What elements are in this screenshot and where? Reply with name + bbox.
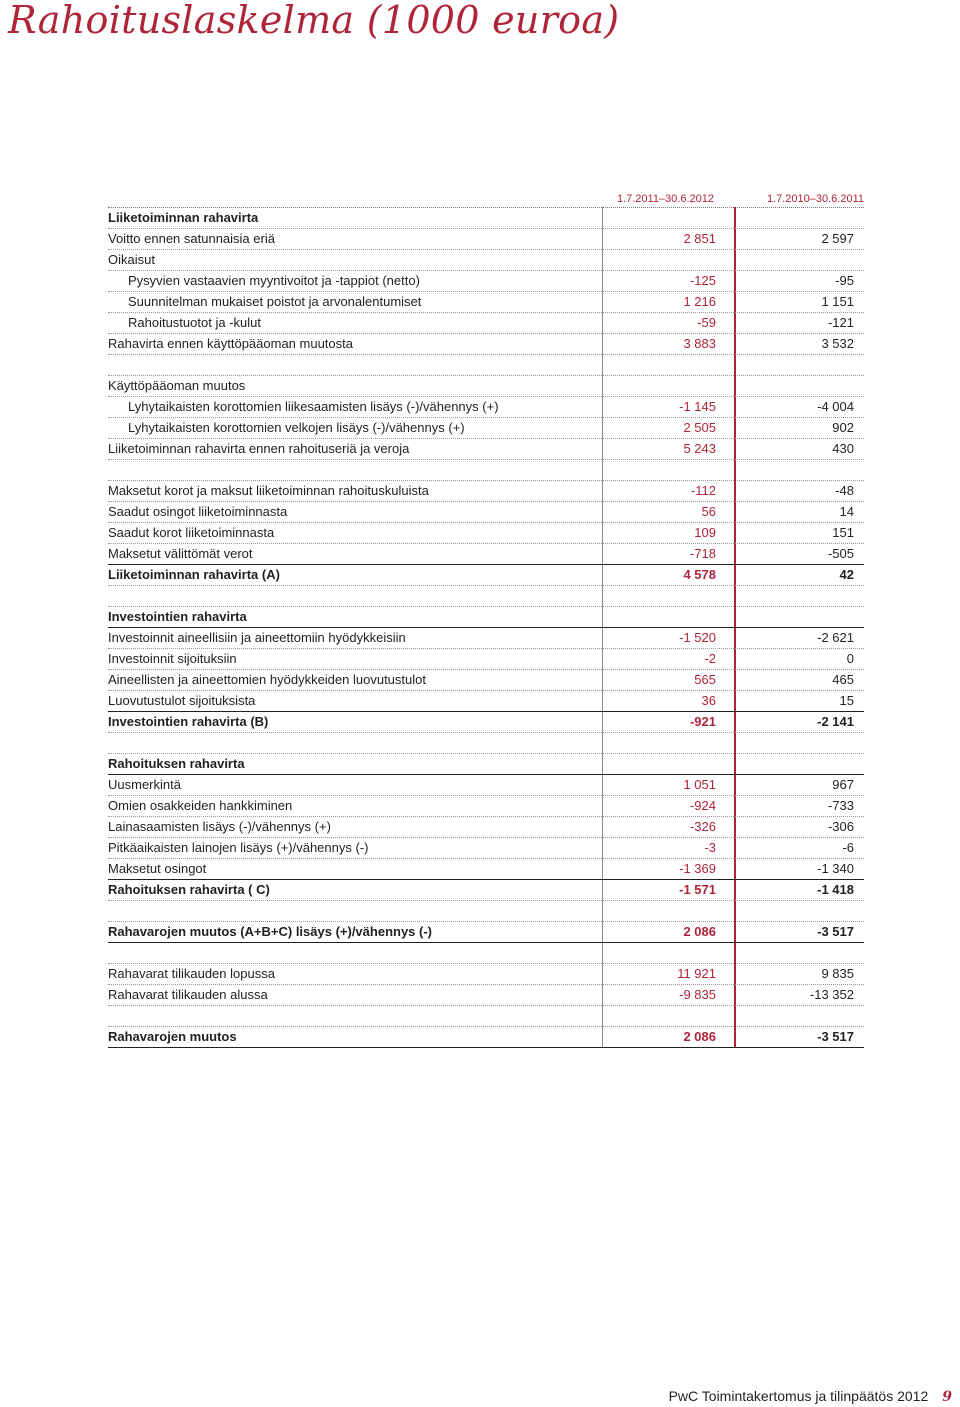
value-previous-period: -2 621 <box>817 630 854 645</box>
value-current-period: -1 145 <box>679 399 716 414</box>
table-row <box>108 292 864 313</box>
value-previous-period: -48 <box>835 483 854 498</box>
value-previous-period: -95 <box>835 273 854 288</box>
value-current-period: 2 851 <box>683 231 716 246</box>
value-previous-period: -733 <box>827 798 854 813</box>
value-current-period: 11 921 <box>677 966 716 981</box>
column-header-previous: 1.7.2010–30.6.2011 <box>766 193 864 205</box>
value-previous-period: 3 532 <box>821 336 854 351</box>
section-heading <box>108 607 864 628</box>
table-row <box>108 796 864 817</box>
row-label: Maksetut osingot <box>108 861 207 876</box>
table-row <box>108 565 864 586</box>
value-current-period: -3 <box>704 840 716 855</box>
value-current-period: -112 <box>690 483 716 498</box>
value-previous-period: -306 <box>827 819 854 834</box>
value-previous-period: -3 517 <box>817 1029 854 1044</box>
value-current-period: 1 216 <box>683 294 716 309</box>
table-row <box>108 502 864 523</box>
row-label: Rahoituksen rahavirta <box>108 756 245 771</box>
value-previous-period: -1 418 <box>817 882 854 897</box>
value-previous-period: 42 <box>839 567 854 582</box>
table-row <box>108 418 864 439</box>
table-row <box>108 250 864 271</box>
value-current-period: 565 <box>694 672 716 687</box>
value-previous-period: 14 <box>839 504 854 519</box>
value-current-period: -9 835 <box>679 987 716 1002</box>
spacer-row <box>108 733 864 754</box>
value-current-period: -326 <box>689 819 716 834</box>
row-label: Voitto ennen satunnaisia eriä <box>108 231 275 246</box>
row-label: Rahavarojen muutos <box>108 1029 237 1044</box>
value-current-period: -2 <box>704 651 716 666</box>
table-row <box>108 481 864 502</box>
section-heading <box>108 754 864 775</box>
value-current-period: 2 086 <box>683 1029 716 1044</box>
table-row <box>108 649 864 670</box>
value-previous-period: 465 <box>832 672 854 687</box>
row-label: Omien osakkeiden hankkiminen <box>108 798 293 813</box>
spacer-row <box>108 460 864 481</box>
value-previous-period: 9 835 <box>821 966 854 981</box>
value-previous-period: -13 352 <box>809 987 854 1002</box>
table-body <box>108 208 864 1048</box>
row-label: Rahavarat tilikauden lopussa <box>108 966 275 981</box>
value-previous-period: -3 517 <box>817 924 854 939</box>
value-previous-period: 967 <box>832 777 854 792</box>
row-label: Suunnitelman mukaiset poistot ja arvonalentumiset <box>128 294 422 309</box>
page-number: 9 <box>942 1389 952 1405</box>
value-previous-period: 430 <box>832 441 854 456</box>
value-current-period <box>602 208 722 228</box>
table-row <box>108 859 864 880</box>
row-label: Lyhytaikaisten korottomien velkojen lisäys (-)/vähennys (+) <box>128 420 465 435</box>
value-previous-period: -4 004 <box>817 399 854 414</box>
table-row <box>108 334 864 355</box>
row-label: Rahoitustuotot ja -kulut <box>128 315 261 330</box>
value-current-period: -1 571 <box>679 882 716 897</box>
table-row <box>108 985 864 1006</box>
value-previous-period: -121 <box>827 315 854 330</box>
value-current-period: -1 520 <box>679 630 716 645</box>
table-row <box>108 1027 864 1048</box>
value-current-period: -718 <box>689 546 716 561</box>
value-previous-period: -1 340 <box>817 861 854 876</box>
table-row <box>108 964 864 985</box>
value-current-period: 2 505 <box>683 420 716 435</box>
value-previous-period: -6 <box>842 840 854 855</box>
value-previous-period: 902 <box>832 420 854 435</box>
table-row <box>108 313 864 334</box>
row-label: Lyhytaikaisten korottomien liikesaamisten lisäys (-)/vähennys (+) <box>128 399 499 414</box>
value-previous-period: 0 <box>846 651 854 666</box>
row-label: Aineellisten ja aineettomien hyödykkeiden luovutustulot <box>108 672 426 687</box>
spacer-row <box>108 1006 864 1027</box>
footer-text: PwC Toimintakertomus ja tilinpäätös 2012 <box>668 1388 929 1404</box>
row-label: Rahavirta ennen käyttöpääoman muutosta <box>108 336 353 351</box>
table-row <box>108 544 864 565</box>
value-current-period <box>602 250 722 270</box>
page-title: Rahoituslaskelma (1000 euroa) <box>8 0 620 42</box>
value-current-period: 36 <box>701 693 716 708</box>
table-row <box>108 271 864 292</box>
spacer-row <box>108 586 864 607</box>
value-current-period: 2 086 <box>683 924 716 939</box>
value-current-period: 109 <box>694 525 716 540</box>
value-previous-period: 2 597 <box>821 231 854 246</box>
row-label: Käyttöpääoman muutos <box>108 378 246 393</box>
page-footer <box>669 1388 952 1405</box>
table-row <box>108 817 864 838</box>
row-label: Investoinnit aineellisiin ja aineettomiin hyödykkeisiin <box>108 630 406 645</box>
row-label: Luovutustulot sijoituksista <box>108 693 256 708</box>
table-row <box>108 880 864 901</box>
value-current-period: -921 <box>689 714 716 729</box>
value-current-period <box>602 376 722 396</box>
value-previous-period: -2 141 <box>817 714 854 729</box>
column-header-current: 1.7.2011–30.6.2012 <box>616 193 714 205</box>
row-label: Lainasaamisten lisäys (-)/vähennys (+) <box>108 819 331 834</box>
table-row <box>108 397 864 418</box>
table-row <box>108 523 864 544</box>
value-previous-period <box>722 754 864 774</box>
value-current-period: 5 243 <box>683 441 716 456</box>
row-label: Rahoituksen rahavirta ( C) <box>108 882 270 897</box>
row-label: Pitkäaikaisten lainojen lisäys (+)/vähennys (-) <box>108 840 369 855</box>
value-previous-period <box>722 250 864 270</box>
value-current-period <box>602 607 722 627</box>
row-label: Saadut osingot liiketoiminnasta <box>108 504 288 519</box>
table-row <box>108 691 864 712</box>
spacer-row <box>108 355 864 376</box>
value-previous-period: -505 <box>827 546 854 561</box>
value-current-period: 4 578 <box>683 567 716 582</box>
row-label: Rahavarat tilikauden alussa <box>108 987 268 1002</box>
table-row <box>108 376 864 397</box>
row-label: Uusmerkintä <box>108 777 181 792</box>
value-previous-period <box>722 607 864 627</box>
table-row <box>108 775 864 796</box>
value-previous-period <box>722 208 864 228</box>
table-row <box>108 712 864 733</box>
value-current-period: 56 <box>701 504 716 519</box>
spacer-row <box>108 901 864 922</box>
table-row <box>108 229 864 250</box>
row-label: Investointien rahavirta (B) <box>108 714 269 729</box>
row-label: Investoinnit sijoituksiin <box>108 651 237 666</box>
row-label: Liiketoiminnan rahavirta (A) <box>108 567 280 582</box>
value-current-period: 3 883 <box>683 336 716 351</box>
row-label: Oikaisut <box>108 252 155 267</box>
value-previous-period: 1 151 <box>821 294 854 309</box>
row-label: Pysyvien vastaavien myyntivoitot ja -tappiot (netto) <box>128 273 420 288</box>
row-label: Liiketoiminnan rahavirta <box>108 210 259 225</box>
spacer-row <box>108 943 864 964</box>
value-current-period: -1 369 <box>679 861 716 876</box>
value-previous-period <box>722 376 864 396</box>
table-row <box>108 628 864 649</box>
table-row <box>108 670 864 691</box>
value-current-period: 1 051 <box>683 777 716 792</box>
row-label: Saadut korot liiketoiminnasta <box>108 525 275 540</box>
value-current-period: -59 <box>697 315 716 330</box>
cash-flow-table <box>108 183 864 1048</box>
value-previous-period: 151 <box>832 525 854 540</box>
row-label: Rahavarojen muutos (A+B+C) lisäys (+)/vähennys (-) <box>108 924 433 939</box>
table-row <box>108 439 864 460</box>
value-current-period <box>602 754 722 774</box>
row-label: Maksetut välittömät verot <box>108 546 253 561</box>
table-header <box>108 183 864 208</box>
table-row <box>108 838 864 859</box>
value-current-period: -125 <box>689 273 716 288</box>
table-row <box>108 922 864 943</box>
value-previous-period: 15 <box>839 693 854 708</box>
section-heading <box>108 208 864 229</box>
value-current-period: -924 <box>689 798 716 813</box>
row-label: Maksetut korot ja maksut liiketoiminnan rahoituskuluista <box>108 483 429 498</box>
row-label: Liiketoiminnan rahavirta ennen rahoituseriä ja veroja <box>108 441 410 456</box>
row-label: Investointien rahavirta <box>108 609 247 624</box>
